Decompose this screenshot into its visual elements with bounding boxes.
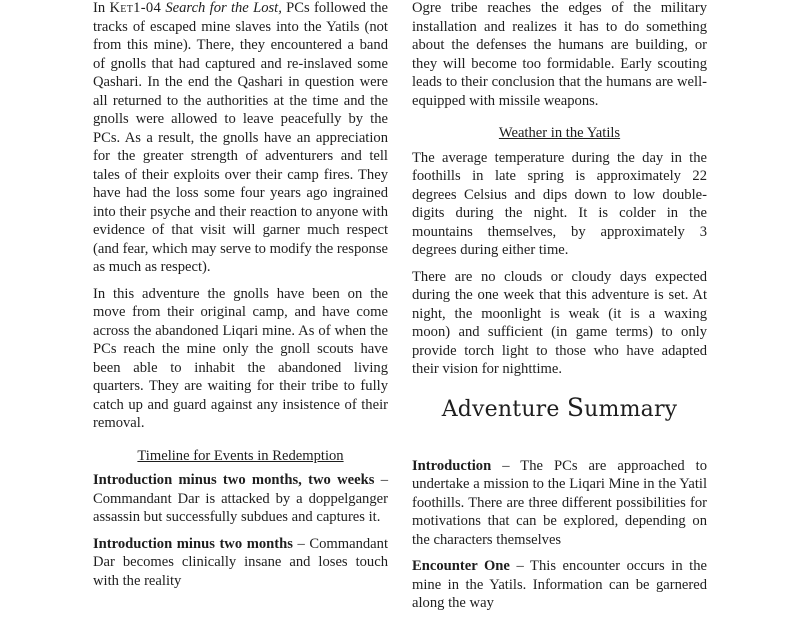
module-title: Search for the Lost, (165, 0, 282, 16)
weather-paragraph: There are no clouds or cloudy days expected during the one week that this adventure is set. At night, the moonlight is weak (it is a waxing moon) and sufficient (in game terms) to only provide torch light to those who have adapted their vision for nighttime. (412, 268, 707, 377)
ogre-paragraph: Ogre tribe reaches the edges of the military installation and realizes it has to do something about the defenses the humans are building, or they will become too formidable. Early scouting leads to their conclusion that the humans are well-equipped with missile weapons. (412, 0, 707, 109)
timeline-entry: Introduction minus two months – Commandant Dar becomes clinically insane and loses touch with the reality (93, 535, 388, 589)
weather-heading: Weather in the Yatils (498, 125, 621, 141)
weather-paragraph: The average temperature during the day in the foothills in late spring is approximately 22 degrees Celsius and dips down to low double-digits during the night. It is colder in the mountains themselves, by approximately 3 degrees during either time. (412, 149, 707, 258)
timeline-entry: Introduction minus two months, two weeks – Commandant Dar is attacked by a doppelganger assassin but successfully subdues and captures it. (93, 472, 389, 525)
module-code: Ket1-04 (109, 0, 162, 16)
summary-entry: Introduction – The PCs are approached to undertake a mission to the Liqari Mine in the Yatil foothills. There are three different possibilities for motivations that can be explored, depending on the characters themselves (412, 457, 707, 548)
summary-entry: Encounter One – This encounter occurs in the mine in the Yatils. Information can be garnered along the way (412, 558, 707, 611)
right-column (412, 0, 707, 621)
intro-paragraph: In Ket1-04 Search for the Lost, PCs followed the tracks of escaped mine slaves into the Yatils (not from this mine). There, they encountered a band of gnolls that had captured and re-inslaved some Qashari. In the end the Qashari in question were all returned to the authorities at the time and the gnolls were allowed to leave peacefully by the PCs. As a result, the gnolls have an appreciation for the greater strength of adventurers and tell tales of their exploits over their camp fires. They have had the loss some four years ago ingrained into their psyche and their reaction to anyone with evidence of that visit will garner much respect (and fear, which may serve to modify the response as much as respect). (93, 0, 388, 275)
left-column (93, 0, 388, 598)
gnolls-paragraph: In this adventure the gnolls have been on the move from their original camp, and have come across the abandoned Liqari mine. As of when the PCs reach the mine only the gnoll scouts have been able to inhabit the abandoned living quarters. They are waiting for their tribe to fully catch up and guard against any insistence of their removal. (93, 285, 388, 431)
timeline-heading: Timeline for Events in Redemption (137, 447, 344, 464)
adventure-summary-heading: Adventure Summary (441, 392, 678, 422)
